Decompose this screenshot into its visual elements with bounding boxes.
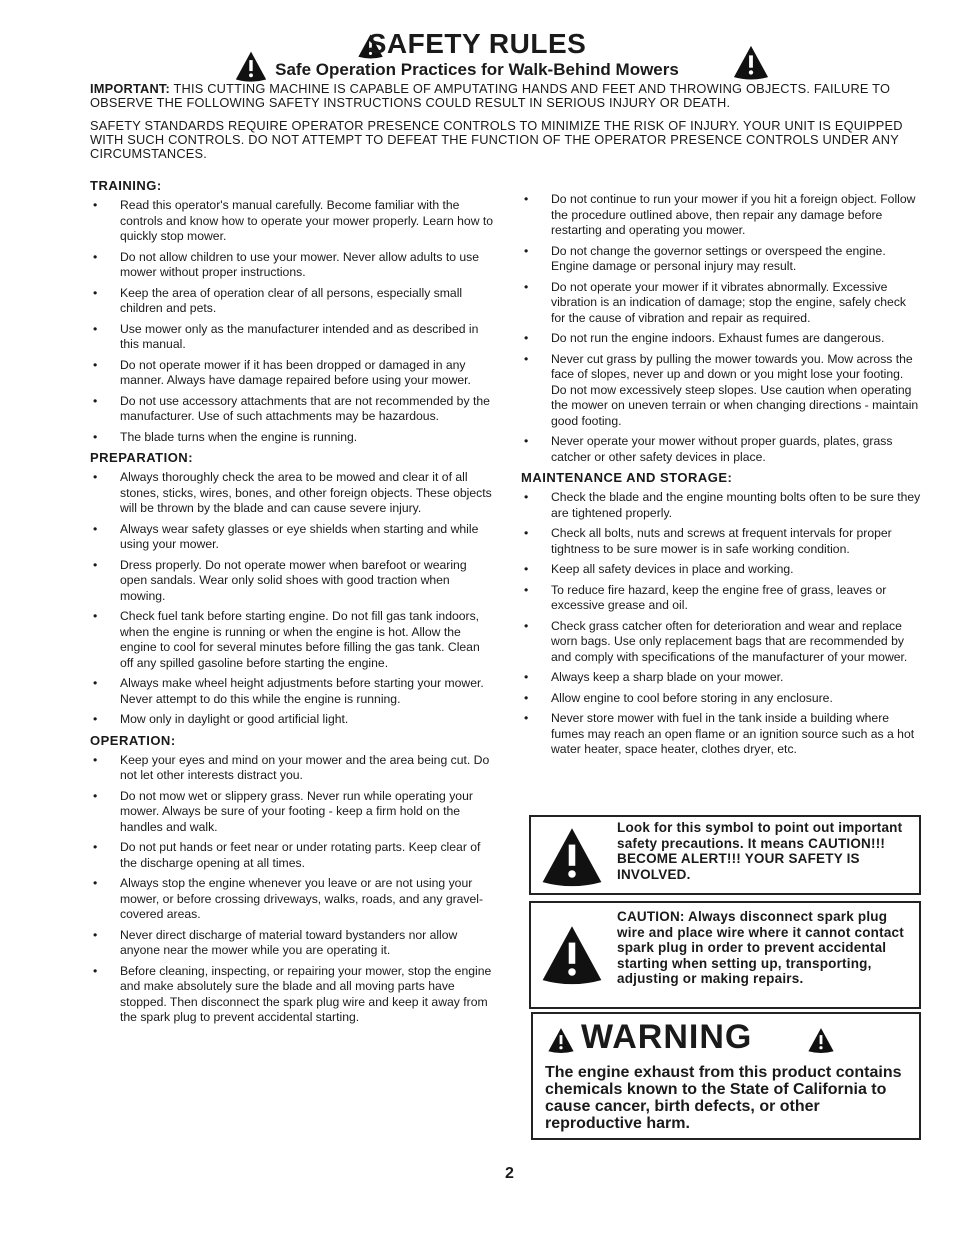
bullet-mark: • — [93, 321, 98, 336]
list-item-text: Do not continue to run your mower if you hit a foreign object. Follow the procedure outlined above, then repair any damage before restarting and operating you mower. — [551, 192, 916, 237]
list-item-text: Do not run the engine indoors. Exhaust fumes are dangerous. — [551, 331, 885, 345]
bullet-mark: • — [524, 711, 529, 725]
symbol-notice-text: Look for this symbol to point out important safety precautions. It means CAUTION!!! BECOME ALERT!!! YOUR SAFETY IS INVOLVED. — [617, 820, 903, 882]
list-item-text: Always thoroughly check the area to be mowed and clear it of all stones, sticks, wires, bones, and other foreign objects. These objects will be thrown by the blade and can cause severe injury. — [120, 470, 492, 515]
maintenance-list — [521, 490, 921, 758]
list-item — [90, 394, 495, 425]
list-item-text: Read this operator's manual carefully. Become familiar with the controls and know how to operate your mower properly. Learn how to quickly stop mower. — [120, 198, 494, 243]
warning-heading-row — [547, 1018, 847, 1062]
list-item — [90, 712, 495, 728]
list-item-text: Keep all safety devices in place and working. — [551, 562, 794, 576]
warning-box — [531, 1012, 921, 1140]
list-item-text: Always wear safety glasses or eye shields when starting and while using your mower. — [120, 521, 479, 551]
list-item — [90, 358, 495, 389]
list-item — [521, 526, 921, 557]
bullet-mark: • — [524, 192, 529, 206]
list-item-text: Do not change the governor settings or overspeed the engine. Engine damage or personal injury may result. — [551, 243, 886, 273]
list-item — [90, 286, 495, 317]
list-item-text: Keep the area of operation clear of all persons, especially small children and pets. — [120, 285, 463, 315]
list-item-text: Always stop the engine whenever you leave or are not using your mower, or before crossing driveways, walks, roads, and any gravel-covered areas. — [120, 876, 484, 921]
bullet-mark: • — [93, 752, 98, 767]
list-item — [90, 840, 495, 871]
bullet-mark: • — [524, 562, 529, 576]
bullet-mark: • — [524, 331, 529, 345]
list-item — [90, 430, 495, 446]
list-item — [521, 619, 921, 666]
warning-title: WARNING — [581, 1018, 753, 1056]
list-item — [90, 198, 495, 245]
list-item — [521, 434, 921, 465]
training-list — [90, 198, 495, 445]
warning-icon-right — [807, 1026, 835, 1054]
page-title: SAFETY RULES — [367, 28, 587, 59]
list-item-text: Check the blade and the engine mounting bolts often to be sure they are tightened properly. — [551, 490, 921, 520]
list-item — [90, 876, 495, 923]
list-item-text: Do not mow wet or slippery grass. Never run while operating your mower. Always be sure of your footing - keep a firm hold on the handles and walk. — [120, 788, 473, 834]
list-item — [521, 711, 921, 758]
bullet-mark: • — [93, 963, 98, 978]
list-item — [521, 691, 921, 707]
symbol-notice-box — [529, 815, 921, 895]
list-item — [90, 470, 495, 517]
bullet-mark: • — [93, 357, 98, 372]
bullet-mark: • — [524, 582, 529, 597]
bullet-mark: • — [93, 676, 98, 690]
warning-icon-left — [547, 1026, 575, 1054]
bullet-mark: • — [524, 618, 529, 633]
list-item-text: Never operate your mower without proper guards, plates, grass catcher or other safety devices in place. — [551, 434, 893, 464]
list-item — [521, 352, 921, 430]
important-paragraph — [90, 82, 920, 110]
symbol-warning-icon — [537, 825, 607, 887]
bullet-mark: • — [93, 198, 98, 212]
caution-warning-icon — [537, 923, 607, 985]
list-item — [521, 244, 921, 275]
standards-paragraph: SAFETY STANDARDS REQUIRE OPERATOR PRESENCE CONTROLS TO MINIMIZE THE RISK OF INJURY. YOUR UNIT IS EQUIPPED WITH SUCH CONTROLS. DO NOT ATTEMPT TO DEFEAT THE FUNCTION OF THE OPERATOR PRESENCE CONTROLS UNDER ANY CIRCUMSTANCES. — [90, 118, 903, 161]
list-item-text: Do not allow children to use your mower. Never allow adults to use mower without proper instructions. — [120, 249, 480, 279]
list-item-text: Do not use accessory attachments that are not recommended by the manufacturer. Use of such attachments may be hazardous. — [120, 393, 490, 423]
bullet-mark: • — [93, 470, 98, 484]
list-item — [90, 676, 495, 707]
list-item-text: Always make wheel height adjustments before starting your mower. Never attempt to do this while the engine is running. — [120, 676, 484, 706]
list-item — [90, 522, 495, 553]
list-item — [521, 583, 921, 614]
bullet-mark: • — [524, 670, 529, 684]
bullet-mark: • — [93, 521, 98, 536]
bullet-mark: • — [93, 557, 98, 572]
page-number: 2 — [505, 1165, 514, 1182]
bullet-mark: • — [524, 690, 529, 705]
important-text: THIS CUTTING MACHINE IS CAPABLE OF AMPUTATING HANDS AND FEET AND THROWING OBJECTS. FAILURE TO OBSERVE THE FOLLOWING SAFETY INSTRUCTIONS COULD RESULT IN SERIOUS INJURY OR DEATH. — [90, 81, 891, 110]
preparation-heading: PREPARATION: — [90, 450, 194, 465]
bullet-mark: • — [524, 243, 529, 258]
warning-text: The engine exhaust from this product contains chemicals known to the State of California to cause cancer, birth defects, or other reproductive harm. — [545, 1064, 902, 1132]
list-item-text: Never direct discharge of material toward bystanders nor allow anyone near the mower while you are operating it. — [120, 927, 458, 957]
operation-continued-list — [521, 192, 921, 465]
list-item-text: Never store mower with fuel in the tank inside a building where fumes may reach an open flame or an ignition source such as a hot water heater, space heater, clothes dryer, etc. — [551, 711, 915, 756]
subtitle-warning-icon-right — [730, 44, 772, 80]
list-item-text: Check grass catcher often for deterioration and wear and replace worn bags. Use only replacement bags that are recommended by and comply with specifications of the manufacturer of your mower. — [551, 618, 908, 664]
caution-box — [529, 901, 921, 1009]
bullet-mark: • — [93, 249, 98, 264]
list-item-text: Allow engine to cool before storing in any enclosure. — [551, 690, 833, 705]
caution-text: CAUTION: Always disconnect spark plug wire and place wire where it cannot contact spark plug in order to prevent accidental starting when setting up, transporting, adjusting or making repairs. — [617, 909, 904, 986]
bullet-mark: • — [524, 490, 529, 504]
bullet-mark: • — [93, 876, 98, 890]
list-item-text: Do not operate your mower if it vibrates abnormally. Excessive vibration is an indication of damage; stop the engine, safely check for the cause of vibration and repair as required. — [551, 279, 907, 325]
left-column — [90, 176, 495, 1031]
list-item-text: Keep your eyes and mind on your mower and the area being cut. Do not let other interests distract you. — [120, 752, 490, 782]
list-item-text: The blade turns when the engine is running. — [120, 429, 358, 444]
important-lead: IMPORTANT: — [90, 81, 170, 96]
bullet-mark: • — [524, 434, 529, 448]
list-item-text: To reduce fire hazard, keep the engine free of grass, leaves or excessive grease and oil. — [551, 582, 887, 612]
list-item-text: Check all bolts, nuts and screws at frequent intervals for proper tightness to be sure mower is in safe working condition. — [551, 526, 892, 556]
list-item — [90, 964, 495, 1026]
operation-heading: OPERATION: — [90, 732, 176, 748]
bullet-mark: • — [524, 351, 529, 366]
bullet-mark: • — [93, 927, 98, 942]
bullet-mark: • — [93, 285, 98, 300]
list-item — [90, 322, 495, 353]
list-item-text: Never cut grass by pulling the mower towards you. Mow across the face of slopes, never up and down or you might lose your footing. Do not mow excessively steep slopes. Use caution when operating the mower on uneven terrain or when changing directions - maintain good footing. — [551, 351, 919, 428]
maintenance-heading: MAINTENANCE AND STORAGE: — [521, 470, 733, 485]
list-item — [90, 250, 495, 281]
list-item-text: Dress properly. Do not operate mower when barefoot or wearing open sandals. Wear only solid shoes with good traction when mowing. — [120, 557, 467, 603]
bullet-mark: • — [93, 609, 98, 623]
bullet-mark: • — [93, 712, 98, 726]
list-item — [521, 562, 921, 578]
list-item — [90, 753, 495, 784]
page-subtitle: Safe Operation Practices for Walk-Behind Mowers — [275, 60, 679, 79]
list-item — [90, 928, 495, 959]
list-item — [521, 490, 921, 521]
list-item — [521, 331, 921, 347]
list-item-text: Always keep a sharp blade on your mower. — [551, 670, 784, 684]
list-item-text: Check fuel tank before starting engine. Do not fill gas tank indoors, when the engine is running or when the engine is hot. Allow the engine to cool for several minutes before filling the gas tank. Clean off any spilled gasoline before starting the engine. — [120, 609, 480, 670]
bullet-mark: • — [93, 840, 98, 854]
list-item-text: Mow only in daylight or good artificial light. — [120, 712, 349, 726]
bullet-mark: • — [93, 393, 98, 408]
preparation-list — [90, 470, 495, 728]
list-item — [521, 280, 921, 327]
right-column — [521, 192, 921, 763]
list-item — [521, 670, 921, 686]
bullet-mark: • — [93, 429, 98, 444]
list-item-text: Do not put hands or feet near or under rotating parts. Keep clear of the discharge opening at all times. — [120, 840, 481, 870]
bullet-mark: • — [524, 279, 529, 294]
bullet-mark: • — [524, 526, 529, 540]
bullet-mark: • — [93, 788, 98, 803]
list-item-text: Do not operate mower if it has been dropped or damaged in any manner. Always have damage repaired before using your mower. — [120, 357, 471, 387]
list-item — [90, 558, 495, 605]
list-item — [90, 789, 495, 836]
list-item — [90, 609, 495, 671]
list-item-text: Before cleaning, inspecting, or repairing your mower, stop the engine and make absolutely sure the blade and all moving parts have stopped. Then disconnect the spark plug wire and keep it away from the spark plug to prevent accidental starting. — [120, 963, 492, 1024]
list-item-text: Use mower only as the manufacturer intended and as described in this manual. — [120, 321, 479, 351]
operation-list — [90, 753, 495, 1026]
training-heading: TRAINING: — [90, 178, 162, 193]
list-item — [521, 192, 921, 239]
